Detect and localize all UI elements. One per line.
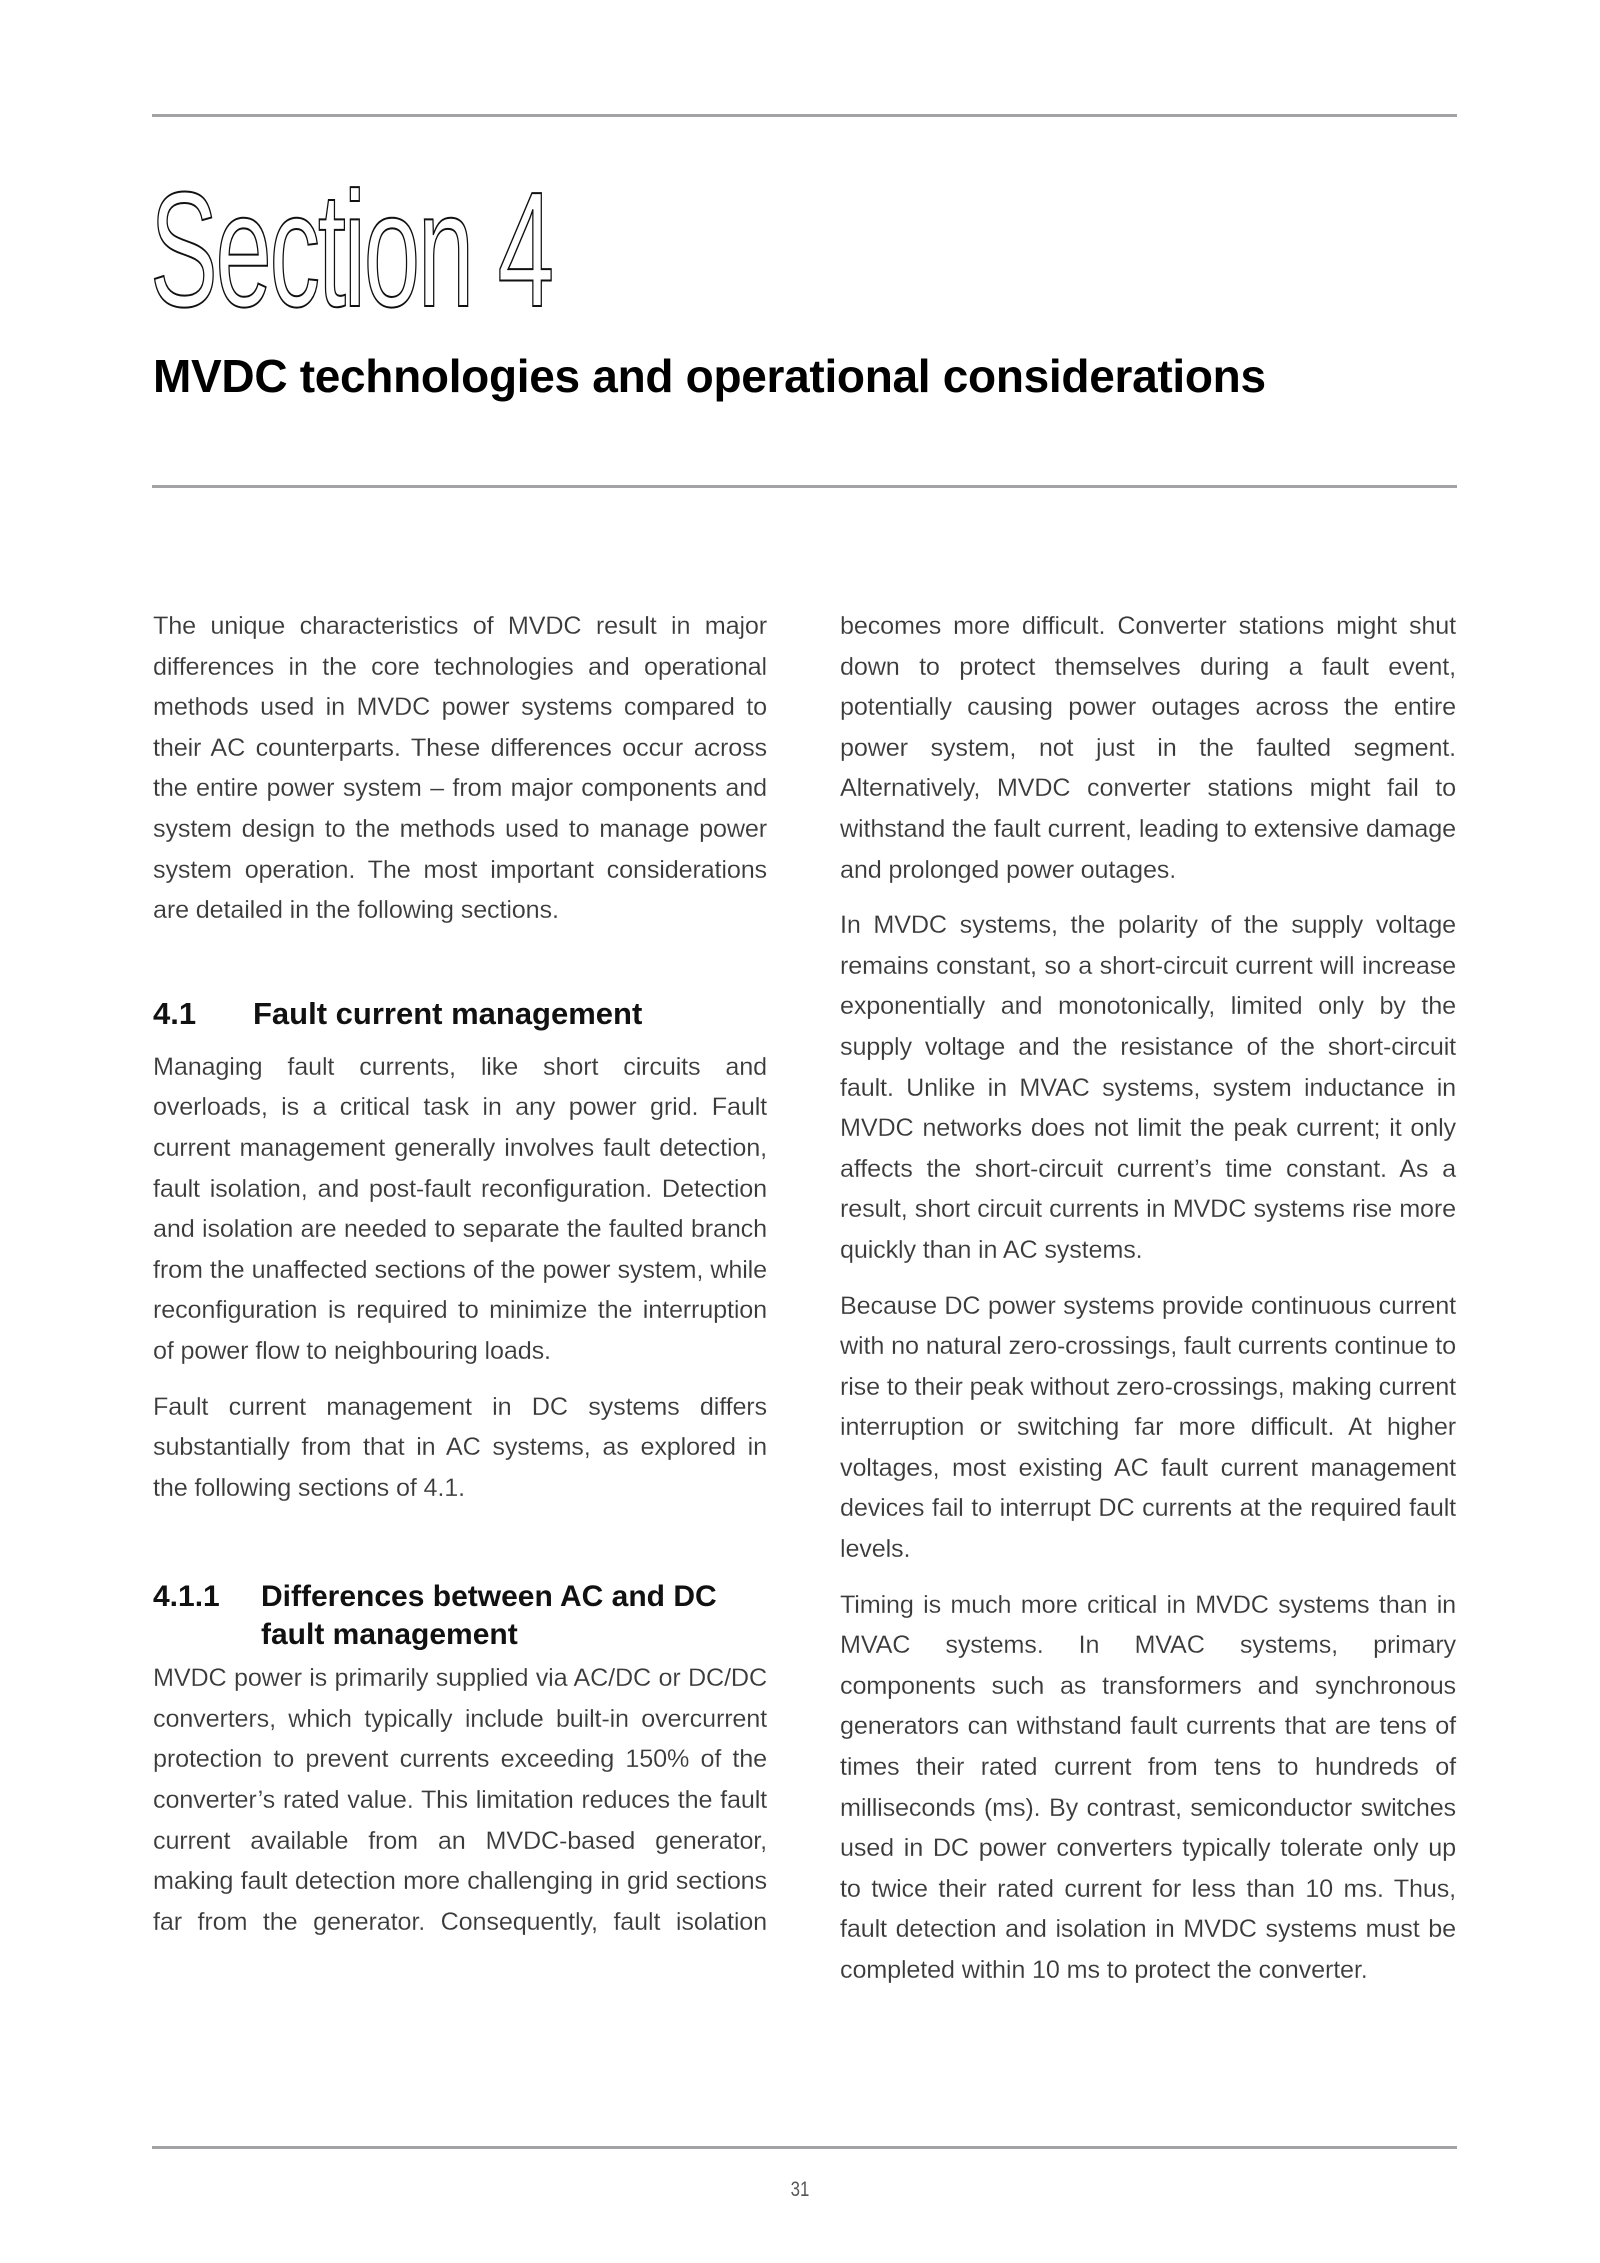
- paragraph: In MVDC systems, the polarity of the supply voltage remains constant, so a short-circuit current will increase exponentially and monotonically, limited only by the supply voltage and the resistance of the short-circuit fault. Unlike in MVAC systems, system inductance in MVDC networks does not limit the peak current; it only affects the short-circuit current’s time constant. As a result, short circuit currents in MVDC systems rise more quickly than in AC systems.: [840, 911, 1456, 1264]
- paragraph: Fault current management in DC systems differs substantially from that in AC systems, as explored in the following sections of 4.1.: [153, 1392, 767, 1502]
- heading-4-1-1: [153, 1578, 767, 1654]
- footer-divider: [152, 2146, 1457, 2149]
- paragraph: Timing is much more critical in MVDC systems than in MVAC systems. In MVAC systems, primary components such as transformers and synchronous generators can withstand fault currents that are tens of times their rated current from tens to hundreds of milliseconds (ms). By contrast, semiconductor switches used in DC power converters typically tolerate only up to twice their rated current for less than 10 ms. Thus, fault detection and isolation in MVDC systems must be completed within 10 ms to protect the converter.: [840, 1590, 1456, 1984]
- intro-paragraph: The unique characteristics of MVDC result in major differences in the core technologies and operational methods used in MVDC power systems compared to their AC counterparts. These differences occur across the entire power system – from major components and system design to the methods used to manage power system operation. The most important considerations are detailed in the following sections.: [153, 612, 767, 925]
- paragraph: Managing fault currents, like short circuits and overloads, is a critical task in any power grid. Fault current management generally involves fault detection, fault isolation, and post-fault reconfiguration. Detection and isolation are needed to separate the faulted branch from the unaffected sections of the power system, while reconfiguration is required to minimize the interruption of power flow to neighbouring loads.: [153, 1052, 767, 1365]
- paragraph: MVDC power is primarily supplied via AC/DC or DC/DC converters, which typically include built-in overcurrent protection to prevent currents exceeding 150% of the converter’s rated value. This limitation reduces the fault current available from an MVDC-based generator, making fault detection more challenging in grid sections far from the generator. Consequently, fault isolation: [153, 1664, 767, 1936]
- heading-title: Differences between AC and DC fault management: [261, 1580, 717, 1652]
- paragraph: Because DC power systems provide continuous current with no natural zero-crossings, fault currents continue to rise to their peak without zero-crossings, making current interruption or switching far more difficult. At higher voltages, most existing AC fault current management devices fail to interrupt DC currents at the required fault levels.: [840, 1291, 1456, 1564]
- left-column: [153, 606, 767, 1942]
- top-divider: [152, 114, 1457, 117]
- section-label: Section 4: [150, 158, 552, 341]
- page-number: 31: [790, 2178, 810, 2201]
- right-column: [840, 606, 1456, 1991]
- paragraph-continuation: becomes more difficult. Converter stations might shut down to protect themselves during a fault event, potentially causing power outages across the entire power system, not just in the faulted segment. Alternatively, MVDC converter stations might fail to withstand the fault current, leading to extensive damage and prolonged power outages.: [840, 612, 1456, 884]
- heading-number: 4.1.1: [153, 1580, 220, 1614]
- heading-number: 4.1: [153, 995, 197, 1031]
- section-title: MVDC technologies and operational considerations: [153, 350, 1266, 402]
- header-divider: [152, 485, 1457, 488]
- heading-4-1: [153, 995, 767, 1033]
- heading-title: Fault current management: [253, 995, 643, 1031]
